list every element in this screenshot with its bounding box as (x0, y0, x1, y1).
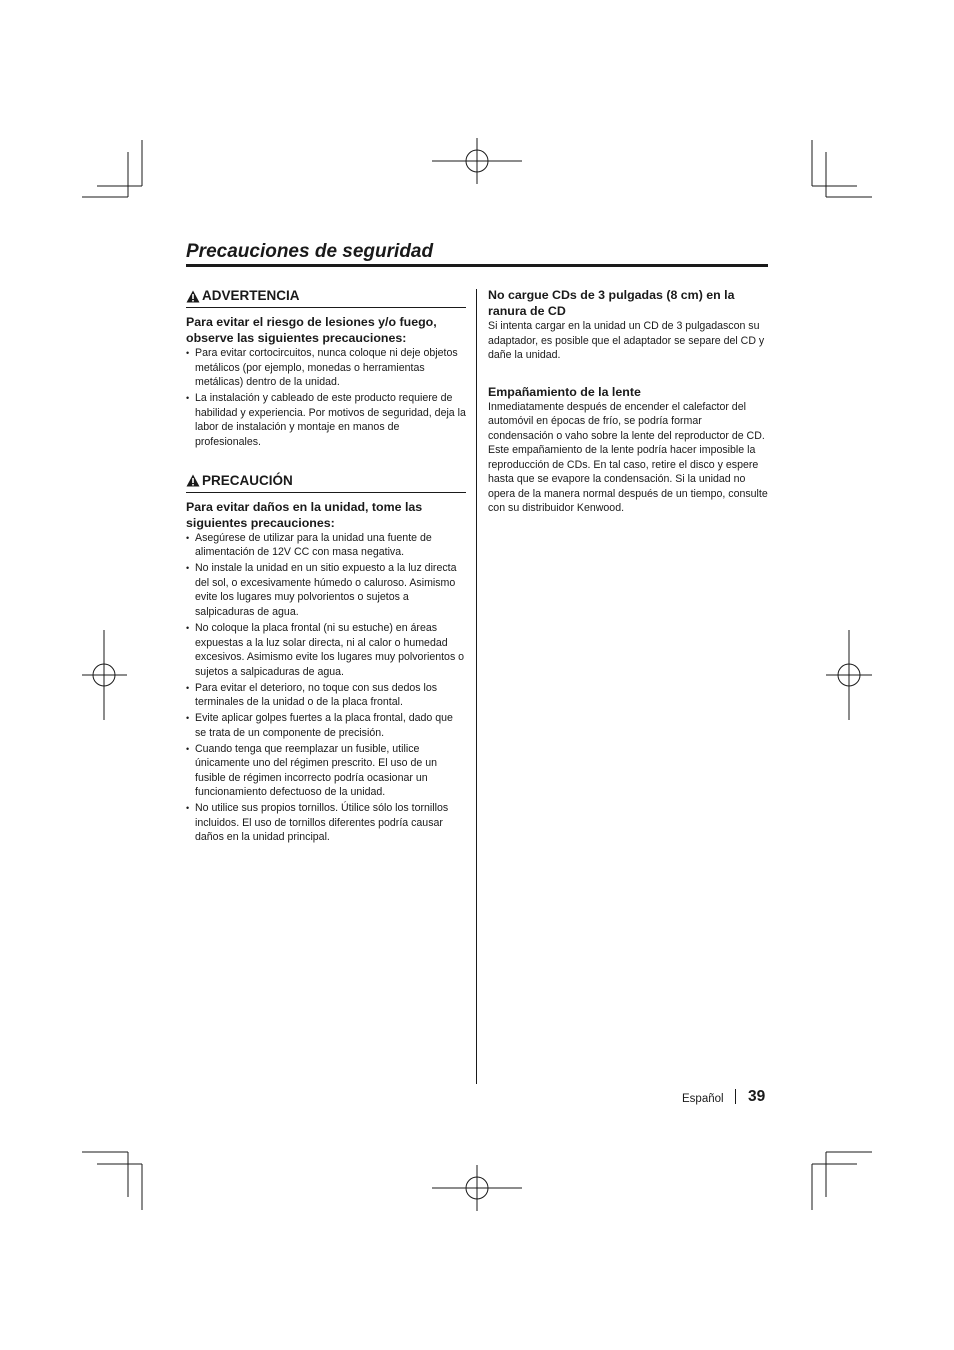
warning-triangle-icon (186, 290, 200, 303)
page-title: Precauciones de seguridad (186, 241, 434, 262)
caution-list (186, 531, 466, 845)
warning-list (186, 346, 466, 449)
cd-notice-heading: No cargue CDs de 3 pulgadas (8 cm) en la ranura de CD (488, 288, 735, 318)
lens-fogging-heading: Empañamiento de la lente (488, 384, 641, 399)
list-item: • No utilice sus propios tornillos. Útilice sólo los tornillos incluidos. El uso de tornillos diferentes podría causar daños en la unidad principal. (186, 801, 466, 845)
list-item: • La instalación y cableado de este producto requiere de habilidad y experiencia. Por motivos de seguridad, deja la labor de instalación y montaje en manos de profesionales. (186, 391, 466, 449)
list-item: • No coloque la placa frontal (ni su estuche) en áreas expuestas a la luz solar directa, ni al calor o humedad excesivos. Asimismo evite los lugares muy polvorientos o sujetos a salpicaduras de agua. (186, 621, 466, 679)
list-item: • Cuando tenga que reemplazar un fusible, utilice únicamente uno del régimen prescrito. El uso de un fusible de régimen incorrecto podría ocasionar un funcionamiento defectuoso de la unidad. (186, 742, 466, 800)
list-item: • No instale la unidad en un sitio expuesto a la luz directa del sol, o excesivamente húmedo o caluroso. Asimismo evite los lugares muy polvorientos o sujetos a salpicaduras de agua. (186, 561, 466, 619)
page-number: 39 (748, 1088, 766, 1105)
title-rule (186, 264, 768, 267)
footer-language: Español (682, 1093, 724, 1105)
caution-subheading: Para evitar daños en la unidad, tome las siguientes precauciones: (186, 499, 423, 530)
list-item: • Para evitar cortocircuitos, nunca coloque ni deje objetos metálicos (por ejemplo, monedas o herramientas metálicas) dentro de la unidad. (186, 346, 466, 390)
caution-heading (186, 472, 466, 493)
warning-subheading: Para evitar el riesgo de lesiones y/o fuego, observe las siguientes precauciones: (186, 315, 437, 345)
list-item: • Evite aplicar golpes fuertes a la placa frontal, dado que se trata de un componente de precisión. (186, 711, 466, 740)
list-item: • Para evitar el deterioro, no toque con sus dedos los terminales de la unidad o de la placa frontal. (186, 681, 466, 710)
left-column (186, 287, 466, 846)
warning-heading (186, 287, 466, 308)
list-item: • Asegúrese de utilizar para la unidad una fuente de alimentación de 12V CC con masa negativa. (186, 531, 466, 560)
right-column (488, 287, 768, 516)
lens-fogging-text: Inmediatamente después de encender el calefactor del automóvil en épocas de frío, se podría formar condensación o vaho sobre la lente del reproductor de CD. Este empañamiento de la lente podría hacer imposible la reproducción de CDs. En tal caso, retire el disco y espere hasta que se evapore la condensación. Si la unidad no opera de la manera normal después de un tiempo, consulte con su distribuidor Kenwood. (488, 400, 768, 514)
column-divider (476, 289, 477, 1084)
warning-heading-text: ADVERTENCIA (202, 288, 300, 303)
caution-heading-text: PRECAUCIÓN (202, 472, 293, 488)
cd-notice-text: Si intenta cargar en la unidad un CD de 3 pulgadascon su adaptador, es posible que el adaptador se separe del CD y dañe la unidad. (488, 320, 765, 361)
warning-triangle-icon (186, 474, 200, 487)
footer-separator (735, 1089, 736, 1104)
